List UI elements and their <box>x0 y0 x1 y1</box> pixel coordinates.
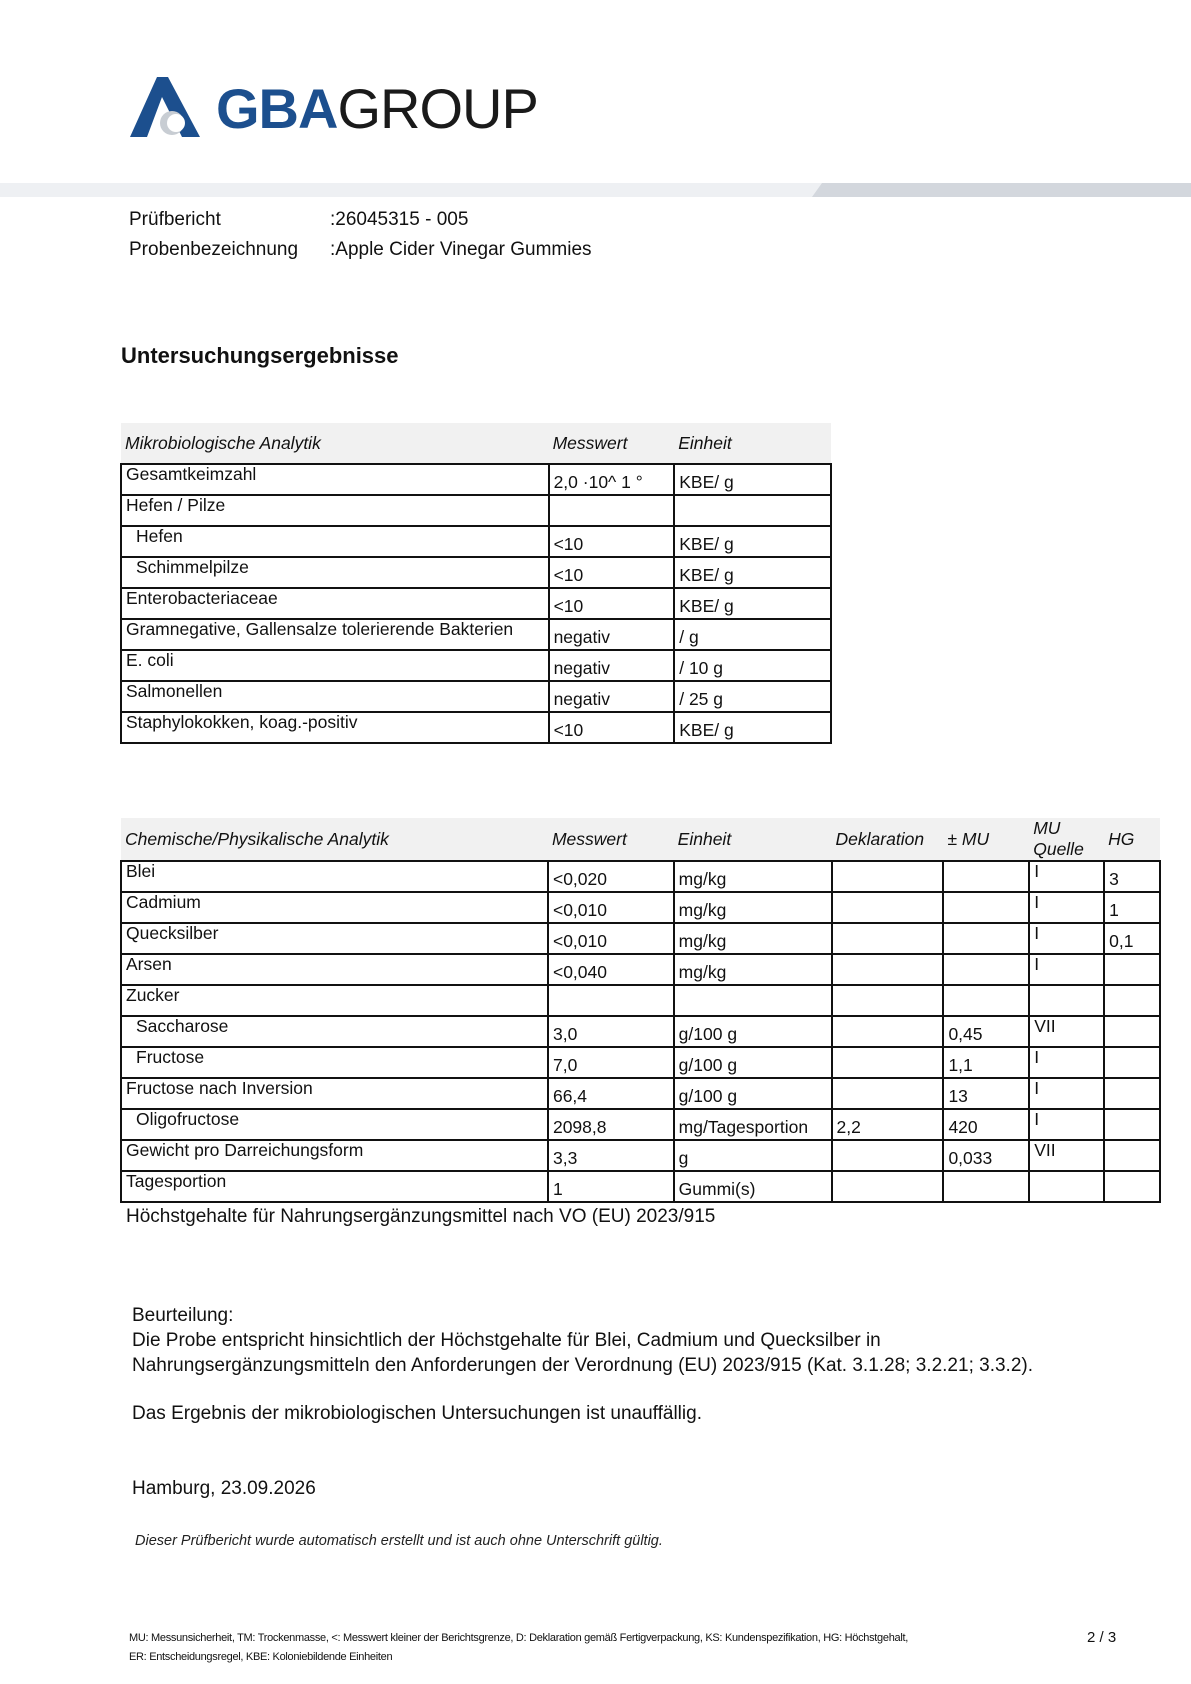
micro-cell-analyte: E. coli <box>121 650 549 681</box>
chem-cell-einheit: g <box>674 1140 832 1171</box>
chem-cell-deklaration <box>832 985 944 1016</box>
chem-cell-mu-quelle <box>1029 985 1104 1016</box>
chem-cell-messwert: 7,0 <box>548 1047 674 1078</box>
chem-cell-mu: 13 <box>943 1078 1029 1109</box>
micro-row <box>121 588 831 619</box>
chem-cell-hg <box>1104 1047 1160 1078</box>
chem-cell-analyte: Arsen <box>121 954 548 985</box>
chem-row <box>121 892 1160 923</box>
micro-cell-messwert: <10 <box>549 526 675 557</box>
logo-mark-icon <box>130 77 200 139</box>
chem-row <box>121 1047 1160 1078</box>
micro-table <box>120 423 832 744</box>
chem-cell-analyte: Cadmium <box>121 892 548 923</box>
chem-cell-messwert <box>548 985 674 1016</box>
chem-header-einheit: Einheit <box>674 818 832 861</box>
chem-header-row <box>121 818 1160 861</box>
micro-row <box>121 681 831 712</box>
micro-cell-messwert <box>549 495 675 526</box>
chem-cell-mu-quelle: VII <box>1029 1016 1104 1047</box>
chem-row <box>121 1078 1160 1109</box>
micro-cell-analyte: Gesamtkeimzahl <box>121 464 549 495</box>
chem-cell-messwert: 66,4 <box>548 1078 674 1109</box>
chem-cell-deklaration <box>832 892 944 923</box>
chem-cell-hg <box>1104 1078 1160 1109</box>
micro-cell-messwert: <10 <box>549 557 675 588</box>
chem-cell-messwert: <0,010 <box>548 892 674 923</box>
page-number: 2 / 3 <box>1087 1629 1117 1646</box>
chem-cell-einheit: g/100 g <box>674 1078 832 1109</box>
micro-cell-analyte: Enterobacteriaceae <box>121 588 549 619</box>
micro-cell-einheit: KBE/ g <box>674 712 831 743</box>
chem-cell-mu <box>943 954 1029 985</box>
chem-header-analytik: Chemische/Physikalische Analytik <box>121 818 548 861</box>
chem-cell-einheit: mg/kg <box>674 923 832 954</box>
chem-row <box>121 1140 1160 1171</box>
chem-cell-hg <box>1104 1140 1160 1171</box>
chem-cell-analyte: Saccharose <box>121 1016 548 1047</box>
chem-header-hg: HG <box>1104 818 1160 861</box>
micro-header-analytik: Mikrobiologische Analytik <box>121 423 549 464</box>
chem-cell-einheit: Gummi(s) <box>674 1171 832 1202</box>
micro-cell-analyte: Salmonellen <box>121 681 549 712</box>
chem-cell-messwert: <0,040 <box>548 954 674 985</box>
micro-row <box>121 526 831 557</box>
micro-cell-einheit: / 10 g <box>674 650 831 681</box>
chem-header-quelle-line: Quelle <box>1033 839 1084 859</box>
chem-cell-mu-quelle: I <box>1029 892 1104 923</box>
chem-cell-analyte: Tagesportion <box>121 1171 548 1202</box>
micro-header-messwert: Messwert <box>549 423 675 464</box>
micro-row <box>121 464 831 495</box>
chem-cell-analyte: Gewicht pro Darreichungsform <box>121 1140 548 1171</box>
chem-cell-deklaration <box>832 954 944 985</box>
chem-cell-mu-quelle: I <box>1029 1109 1104 1140</box>
chem-header-mu-line: MU <box>1033 818 1061 838</box>
footer-legend-line-2: ER: Entscheidungsregel, KBE: Koloniebildende Einheiten <box>129 1651 393 1663</box>
chem-row <box>121 985 1160 1016</box>
chem-cell-deklaration: 2,2 <box>832 1109 944 1140</box>
micro-cell-messwert: negativ <box>549 681 675 712</box>
assessment-line-3: Das Ergebnis der mikrobiologischen Untersuchungen ist unauffällig. <box>132 1403 702 1424</box>
chem-cell-einheit <box>674 985 832 1016</box>
chem-row <box>121 923 1160 954</box>
chem-cell-deklaration <box>832 923 944 954</box>
micro-row <box>121 557 831 588</box>
chem-cell-mu-quelle: I <box>1029 1047 1104 1078</box>
micro-cell-einheit: / g <box>674 619 831 650</box>
label-pruefbericht: Prüfbericht <box>129 209 221 230</box>
chem-cell-mu-quelle <box>1029 1171 1104 1202</box>
chem-cell-analyte: Zucker <box>121 985 548 1016</box>
chem-cell-analyte: Blei <box>121 861 548 892</box>
chem-cell-hg: 1 <box>1104 892 1160 923</box>
chem-cell-deklaration <box>832 1047 944 1078</box>
chem-header-mu: ± MU <box>943 818 1029 861</box>
micro-cell-messwert: negativ <box>549 619 675 650</box>
chem-cell-analyte: Fructose nach Inversion <box>121 1078 548 1109</box>
chem-cell-mu <box>943 985 1029 1016</box>
micro-row <box>121 495 831 526</box>
chem-cell-messwert: 2098,8 <box>548 1109 674 1140</box>
chem-cell-analyte: Oligofructose <box>121 1109 548 1140</box>
chem-cell-hg <box>1104 1109 1160 1140</box>
chem-cell-analyte: Fructose <box>121 1047 548 1078</box>
chem-cell-hg <box>1104 954 1160 985</box>
chem-cell-mu: 0,45 <box>943 1016 1029 1047</box>
micro-cell-einheit: KBE/ g <box>674 464 831 495</box>
chem-cell-einheit: mg/Tagesportion <box>674 1109 832 1140</box>
chem-cell-einheit: mg/kg <box>674 954 832 985</box>
micro-cell-analyte: Hefen / Pilze <box>121 495 549 526</box>
footer-legend-line-1: MU: Messunsicherheit, TM: Trockenmasse, <: Messwert kleiner der Berichtsgrenze, D: Deklaration gemäß Fertigverpackung, KS: Kundenspezifikation, HG: Höchstgehalt, <box>129 1632 908 1644</box>
micro-row <box>121 619 831 650</box>
chem-cell-mu <box>943 1171 1029 1202</box>
chem-cell-mu <box>943 892 1029 923</box>
chem-cell-hg <box>1104 985 1160 1016</box>
chem-header-mu-quelle <box>1029 818 1104 861</box>
chem-row <box>121 1109 1160 1140</box>
micro-cell-einheit: KBE/ g <box>674 588 831 619</box>
assessment-line-1: Die Probe entspricht hinsichtlich der Höchstgehalte für Blei, Cadmium und Quecksilber in <box>132 1330 881 1351</box>
micro-cell-einheit: KBE/ g <box>674 557 831 588</box>
chem-cell-mu: 0,033 <box>943 1140 1029 1171</box>
chem-cell-hg <box>1104 1016 1160 1047</box>
chem-cell-messwert: <0,020 <box>548 861 674 892</box>
assessment-heading: Beurteilung: <box>132 1305 234 1326</box>
chem-cell-messwert: 3,0 <box>548 1016 674 1047</box>
micro-row <box>121 650 831 681</box>
chem-cell-mu <box>943 923 1029 954</box>
chem-cell-mu-quelle: I <box>1029 923 1104 954</box>
chem-cell-analyte: Quecksilber <box>121 923 548 954</box>
chem-cell-deklaration <box>832 1078 944 1109</box>
chem-cell-deklaration <box>832 861 944 892</box>
micro-cell-einheit <box>674 495 831 526</box>
chem-cell-hg <box>1104 1171 1160 1202</box>
chem-cell-messwert: 3,3 <box>548 1140 674 1171</box>
chem-cell-messwert: <0,010 <box>548 923 674 954</box>
micro-cell-einheit: KBE/ g <box>674 526 831 557</box>
chem-cell-mu-quelle: I <box>1029 1078 1104 1109</box>
chem-cell-mu-quelle: I <box>1029 861 1104 892</box>
assessment-line-2: Nahrungsergänzungsmitteln den Anforderungen der Verordnung (EU) 2023/915 (Kat. 3.1.28; 3.2.21; 3.3.2). <box>132 1355 1033 1376</box>
chem-row <box>121 861 1160 892</box>
micro-cell-einheit: / 25 g <box>674 681 831 712</box>
chem-header-messwert: Messwert <box>548 818 674 861</box>
chem-cell-hg: 3 <box>1104 861 1160 892</box>
value-pruefbericht: :26045315 - 005 <box>330 209 469 230</box>
place-date: Hamburg, 23.09.2026 <box>132 1478 316 1499</box>
chem-cell-mu: 1,1 <box>943 1047 1029 1078</box>
section-title: Untersuchungsergebnisse <box>121 343 399 368</box>
chem-cell-deklaration <box>832 1171 944 1202</box>
chem-header-deklaration: Deklaration <box>832 818 944 861</box>
micro-cell-messwert: negativ <box>549 650 675 681</box>
micro-cell-analyte: Staphylokokken, koag.-positiv <box>121 712 549 743</box>
micro-cell-messwert: <10 <box>549 588 675 619</box>
micro-cell-analyte: Hefen <box>121 526 549 557</box>
chem-cell-einheit: g/100 g <box>674 1016 832 1047</box>
label-probenbezeichnung: Probenbezeichnung <box>129 239 299 260</box>
micro-cell-analyte: Schimmelpilze <box>121 557 549 588</box>
chem-row <box>121 1016 1160 1047</box>
chem-cell-mu-quelle: VII <box>1029 1140 1104 1171</box>
chem-cell-einheit: mg/kg <box>674 861 832 892</box>
micro-header-row <box>121 423 831 464</box>
chem-cell-mu <box>943 861 1029 892</box>
micro-cell-analyte: Gramnegative, Gallensalze tolerierende Bakterien <box>121 619 549 650</box>
header-band-accent <box>812 183 1191 197</box>
chem-cell-mu-quelle: I <box>1029 954 1104 985</box>
chem-note: Höchstgehalte für Nahrungsergänzungsmittel nach VO (EU) 2023/915 <box>126 1206 716 1227</box>
chem-cell-mu: 420 <box>943 1109 1029 1140</box>
chem-row <box>121 1171 1160 1202</box>
chem-cell-hg: 0,1 <box>1104 923 1160 954</box>
micro-header-einheit: Einheit <box>674 423 831 464</box>
value-probenbezeichnung: :Apple Cider Vinegar Gummies <box>330 239 592 260</box>
company-logo <box>130 75 560 145</box>
chem-cell-deklaration <box>832 1140 944 1171</box>
chem-row <box>121 954 1160 985</box>
chem-cell-einheit: mg/kg <box>674 892 832 923</box>
micro-cell-messwert: <10 <box>549 712 675 743</box>
logo-wordmark: GBAGROUP <box>216 77 538 140</box>
auto-generated-note: Dieser Prüfbericht wurde automatisch erstellt und ist auch ohne Unterschrift gültig. <box>135 1533 663 1549</box>
chem-cell-einheit: g/100 g <box>674 1047 832 1078</box>
chem-cell-messwert: 1 <box>548 1171 674 1202</box>
chem-cell-deklaration <box>832 1016 944 1047</box>
micro-cell-messwert: 2,0 ·10^ 1 ° <box>549 464 675 495</box>
micro-row <box>121 712 831 743</box>
chem-table <box>120 818 1161 1203</box>
